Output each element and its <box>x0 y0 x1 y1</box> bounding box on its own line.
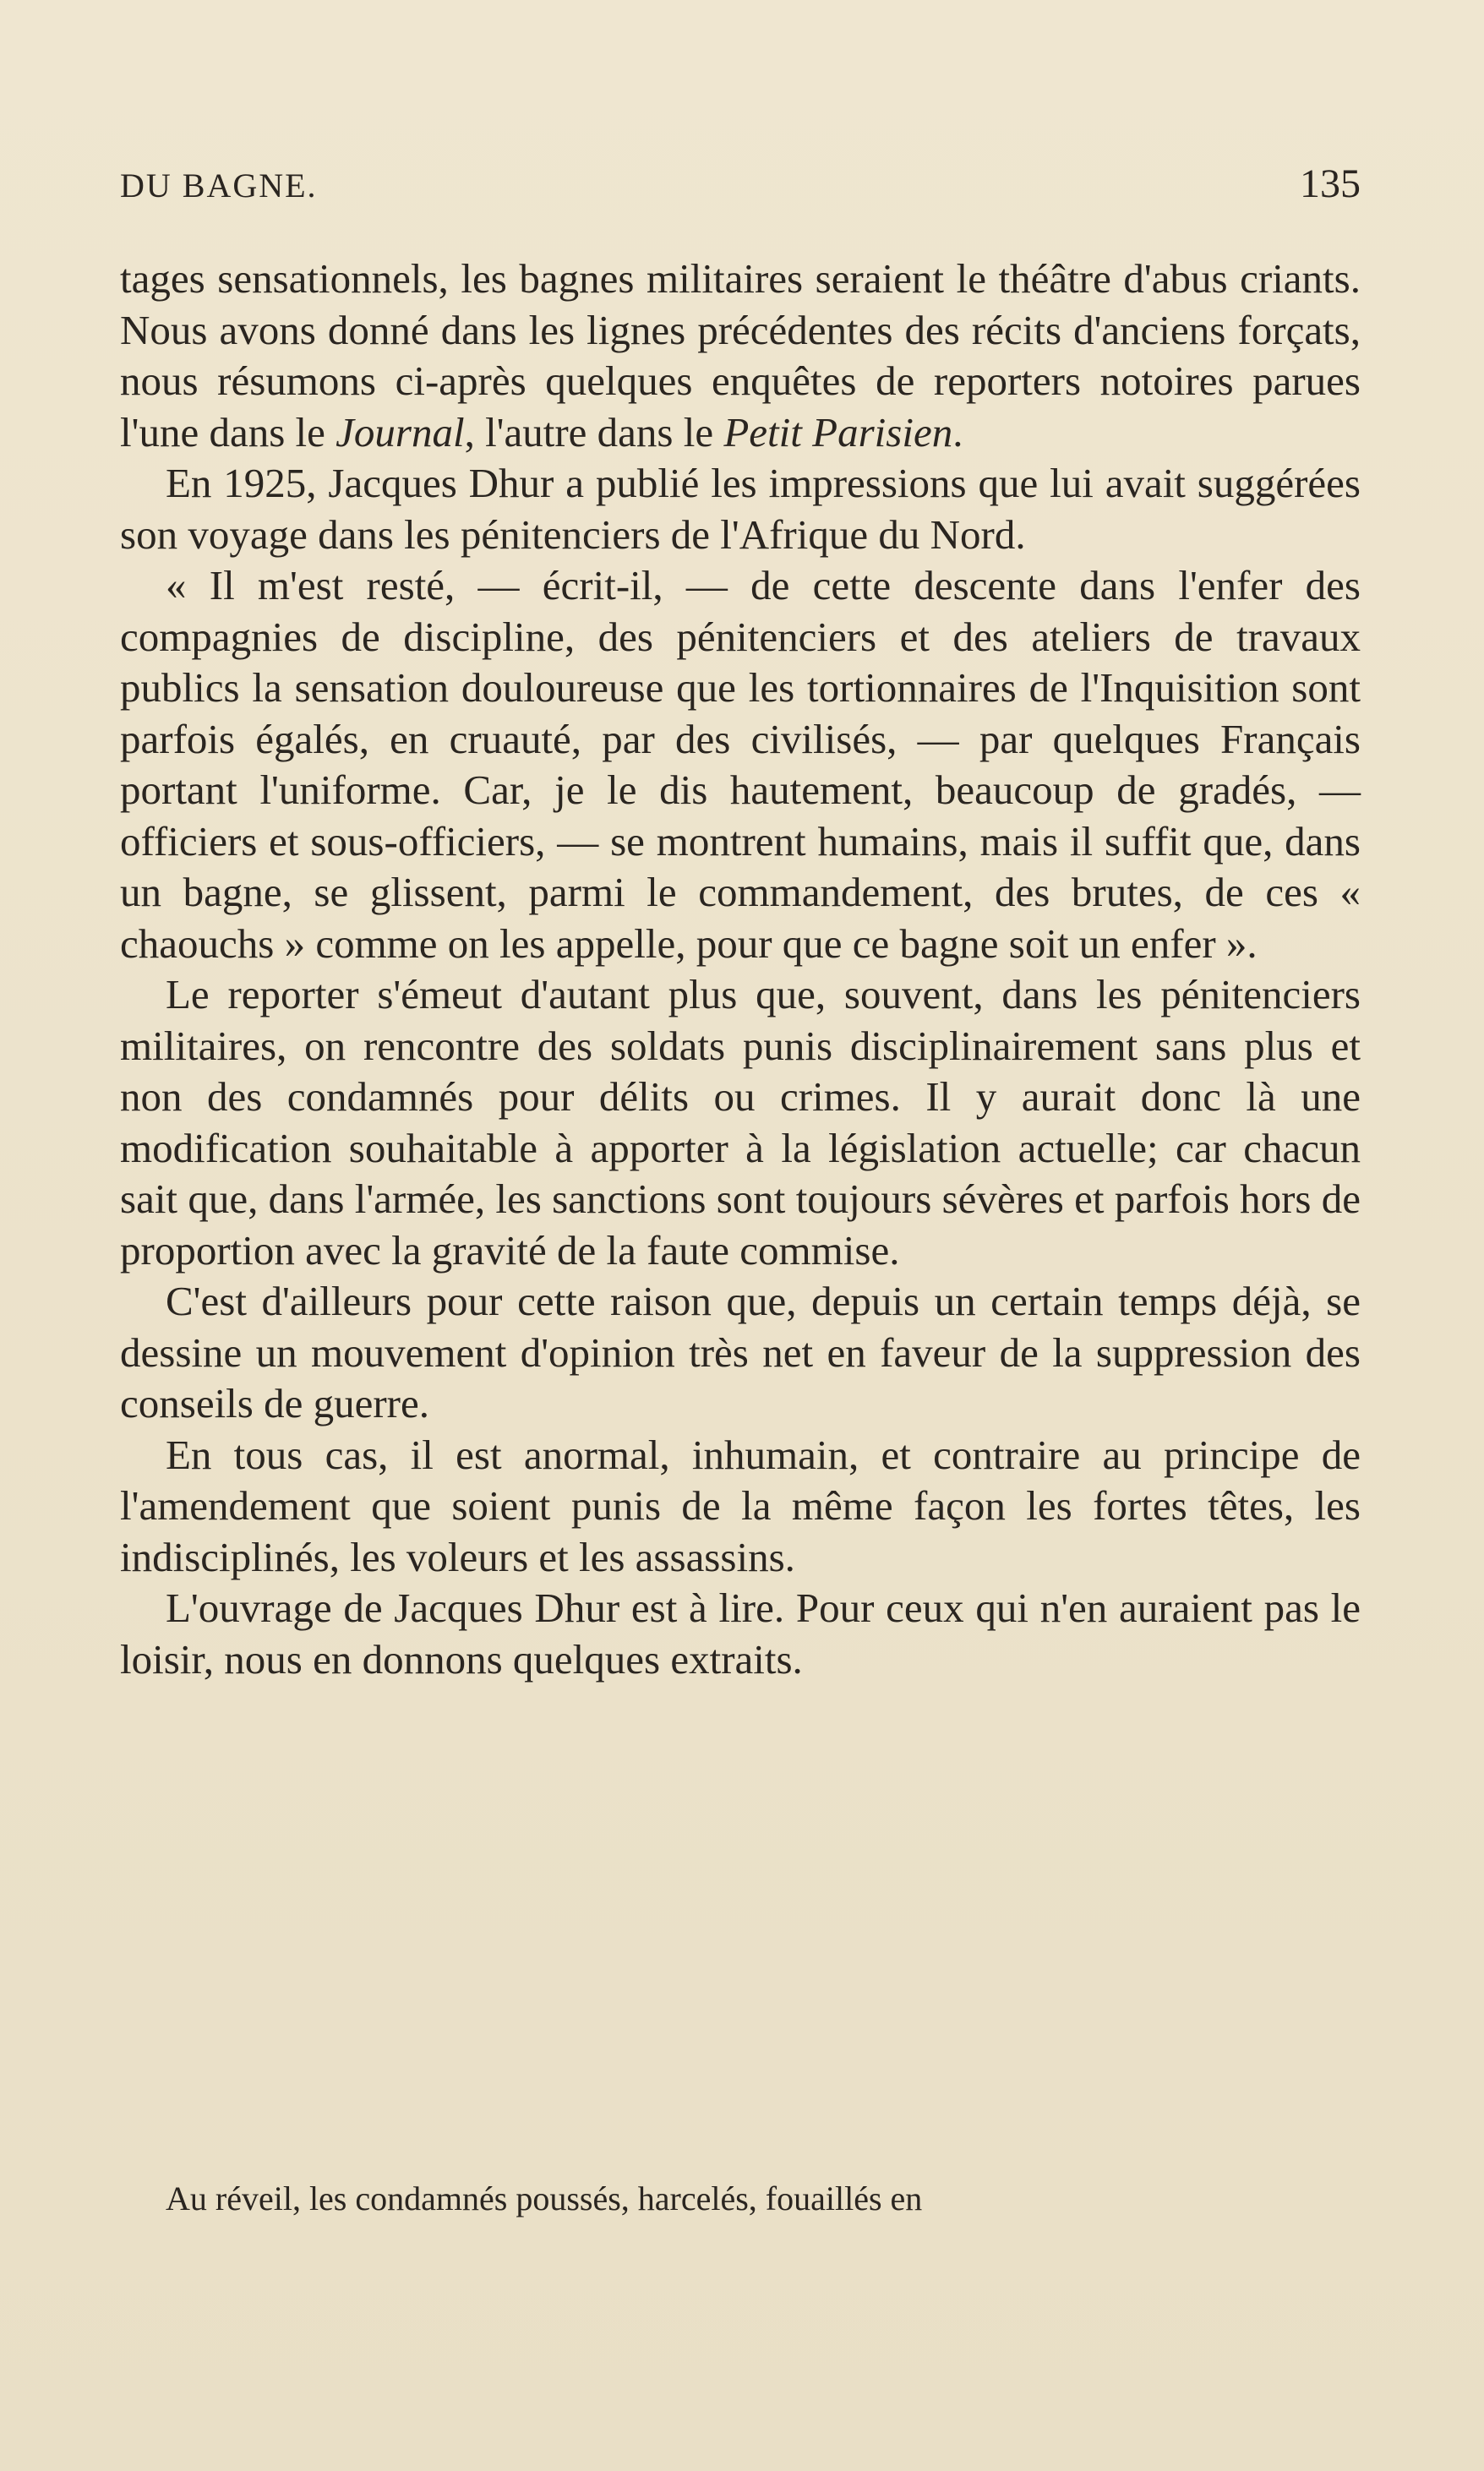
paragraph-4: Le reporter s'émeut d'autant plus que, souvent, dans les pénitenciers militaires, on rencontre des soldats punis disciplinairement sans plus et non des condamnés pour délits ou crimes. Il y aurait donc là une modification souhaitable à apporter à la législation actuelle; car chacun sait que, dans l'armée, les sanctions sont toujours sévères et parfois hors de proportion avec la gravité de la faute commise. <box>120 971 1361 1274</box>
paragraph-7: L'ouvrage de Jacques Dhur est à lire. Pour ceux qui n'en auraient pas le loisir, nous en donnons quelques extraits. <box>120 1585 1361 1683</box>
title-journal: Journal <box>336 408 465 455</box>
paragraph-1-text: tages sensationnels, les bagnes militaires seraient le théâtre d'abus criants. Nous avons donné dans les lignes précédentes des récits d'anciens forçats, nous résumons ci-après quelques enquêtes de reporters notoires parues l'une dans le <box>120 255 1361 455</box>
page-number: 135 <box>1300 161 1361 206</box>
paragraph-5: C'est d'ailleurs pour cette raison que, depuis un certain temps déjà, se dessine un mouvement d'opinion très net en faveur de la suppression des conseils de guerre. <box>120 1278 1361 1426</box>
paragraph-2: En 1925, Jacques Dhur a publié les impressions que lui avait suggérées son voyage dans les pénitenciers de l'Afrique du Nord. <box>120 460 1361 558</box>
body-text <box>120 254 1361 1685</box>
paragraph-1-text-mid: , l'autre dans le <box>464 408 724 455</box>
paragraph-3: « Il m'est resté, — écrit-il, — de cette descente dans l'enfer des compagnies de discipline, des pénitenciers et des ateliers de travaux publics la sensation douloureuse que les tortionnaires de l'Inquisition sont parfois égalés, en cruauté, par des civilisés, — par quelques Français portant l'uniforme. Car, je le dis hautement, beaucoup de gradés, — officiers et sous-officiers, — se montrent humains, mais il suffit que, dans un bagne, se glissent, parmi le commandement, des brutes, de ces « chaouchs » comme on les appelle, pour que ce bagne soit un enfer ». <box>120 562 1361 967</box>
page-header <box>120 161 1361 207</box>
running-head: DU BAGNE. <box>120 166 318 205</box>
title-petit-parisien: Petit Parisien <box>723 408 953 455</box>
paragraph-1-text-end: . <box>952 408 963 455</box>
extract-start: Au réveil, les condamnés poussés, harcelés, fouaillés en <box>166 2179 923 2217</box>
paragraph-6: En tous cas, il est anormal, inhumain, et contraire au principe de l'amendement que soient punis de la même façon les fortes têtes, les indisciplinés, les voleurs et les assassins. <box>120 1431 1361 1580</box>
paragraph-1 <box>120 254 1361 458</box>
